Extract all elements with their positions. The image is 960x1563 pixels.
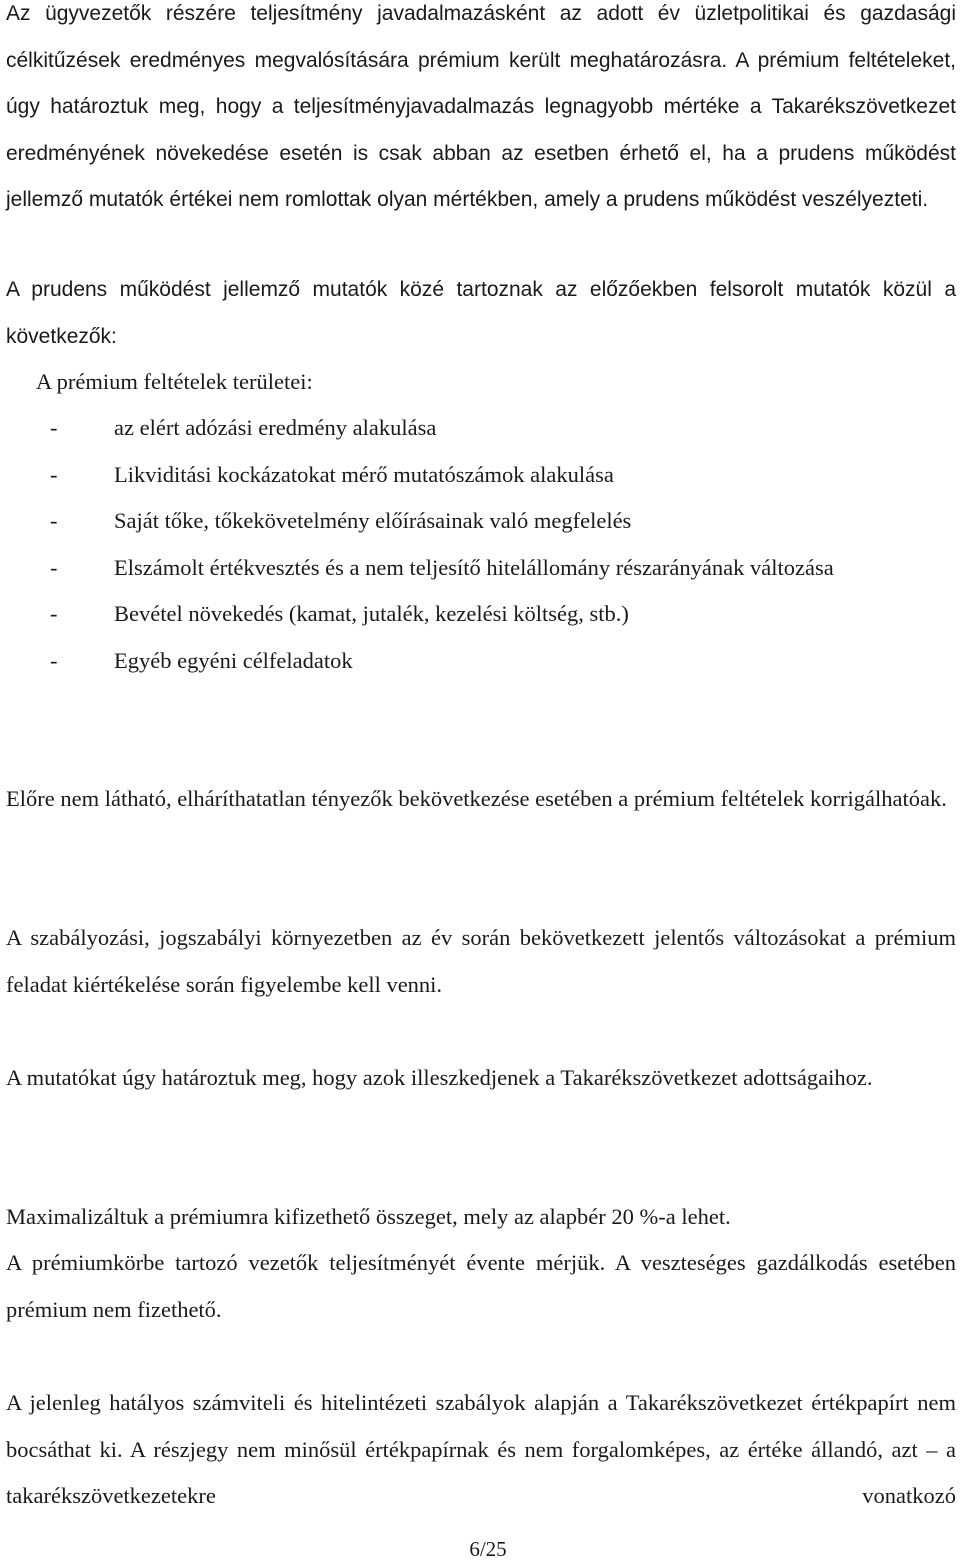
list-item	[50, 452, 956, 499]
securities-paragraph: A jelenleg hatályos számviteli és hitelintézeti szabályok alapján a Takarékszövetkezet értékpapírt nem bocsáthat ki. A részjegy nem minősül értékpapírnak és nem forgalomképes, az értéke állandó, azt – a takarékszövetkezetekre vonatkozó	[6, 1390, 956, 1508]
indicators-paragraph: A mutatókat úgy határoztuk meg, hogy azok illeszkedjenek a Takarékszövetkezet adottságaihoz.	[6, 1065, 873, 1090]
list-dash: -	[50, 647, 58, 673]
list-item	[50, 638, 956, 685]
page-number: 6/25	[469, 1537, 507, 1561]
unforeseen-paragraph: Előre nem látható, elháríthatatlan tényezők bekövetkezése esetében a prémium feltételek korrigálhatóak.	[6, 786, 947, 811]
list-item-text: az elért adózási eredmény alakulása	[114, 415, 437, 440]
list-item-text: Saját tőke, tőkekövetelmény előírásainak való megfelelés	[114, 508, 632, 533]
regulatory-paragraph: A szabályozási, jogszabályi környezetben az év során bekövetkezett jelentős változásokat a prémium feladat kiértékelése során figyelembe kell venni.	[6, 925, 956, 997]
list-item	[50, 591, 956, 638]
list-dash: -	[50, 601, 58, 626]
list-dash: -	[50, 508, 58, 533]
list-item	[50, 498, 956, 545]
list-item	[50, 405, 956, 452]
list-dash: -	[50, 415, 58, 440]
areas-title: A prémium feltételek területei:	[36, 369, 313, 394]
intro-paragraph: Az ügyvezetők részére teljesítmény javadalmazásként az adott év üzletpolitikai és gazdasági célkitűzések eredményes megvalósítására prémium került meghatározásra. A prémium feltételeket, úgy határoztuk meg, hogy a teljesítményjavadalmazás legnagyobb mértéke a Takarékszövetkezet eredményének növekedése esetén is csak abban az esetben érhető el, ha a prudens működést jellemző mutatók értékei nem romlottak olyan mértékben, amely a prudens működést veszélyezteti.	[6, 2, 956, 211]
list-dash: -	[50, 554, 58, 580]
list-item-text: Likviditási kockázatokat mérő mutatószámok alakulása	[114, 461, 614, 487]
areas-list	[50, 405, 956, 684]
list-item-text: Bevétel növekedés (kamat, jutalék, kezelési költség, stb.)	[114, 601, 629, 626]
list-item-text: Egyéb egyéni célfeladatok	[114, 647, 353, 673]
list-item-text: Elszámolt értékvesztés és a nem teljesítő hitelállomány részarányának változása	[114, 554, 834, 580]
measurement-paragraph: A prémiumkörbe tartozó vezetők teljesítményét évente mérjük. A veszteséges gazdálkodás esetében prémium nem fizethető.	[6, 1250, 956, 1322]
list-item	[50, 545, 956, 592]
list-dash: -	[50, 461, 58, 487]
maximum-paragraph: Maximalizáltuk a prémiumra kifizethető összeget, mely az alapbér 20 %-a lehet.	[6, 1204, 731, 1229]
prudent-paragraph: A prudens működést jellemző mutatók közé tartoznak az előzőekben felsorolt mutatók közül a következők:	[6, 278, 956, 348]
